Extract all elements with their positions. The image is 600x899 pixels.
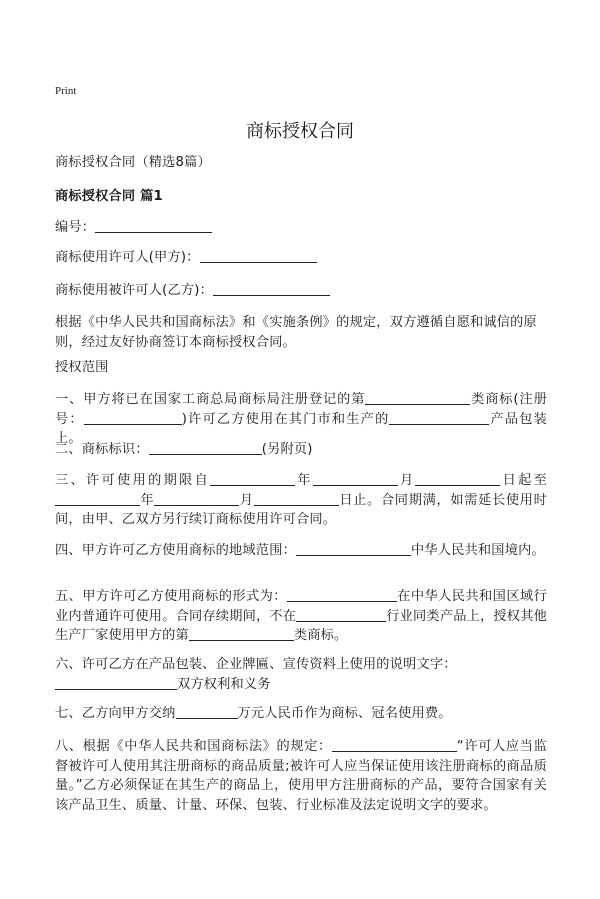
clause-3-blank-start-month bbox=[313, 471, 398, 486]
clause-3-blank-start-day bbox=[415, 471, 500, 486]
clause-8-text-a: 八、根据《中华人民共和国商标法》的规定： bbox=[55, 739, 332, 754]
clause-1-text-a: 一、甲方将已在国家工商总局商标局注册登记的第 bbox=[55, 392, 366, 407]
clause-1-text-d: 产品包装上。 bbox=[55, 411, 547, 446]
field-licensee-label: 商标使用被许可人(乙方)： bbox=[55, 283, 213, 298]
clause-2-text-a: 二、商标标识： bbox=[55, 442, 149, 457]
clause-3-blank-end-day bbox=[254, 491, 339, 506]
clause-4-text-b: 中华人民共和国境内。 bbox=[410, 543, 545, 558]
clause-6-blank-text bbox=[55, 675, 177, 690]
clause-2-blank-logo bbox=[149, 440, 262, 455]
clause-7-text-a: 七、乙方向甲方交纳 bbox=[55, 706, 176, 721]
clause-1-blank-class bbox=[365, 390, 470, 405]
field-number bbox=[55, 218, 547, 238]
clause-3-year-1: 年 bbox=[295, 473, 313, 488]
clause-1-text-c: )许可乙方使用在其门市和生产的 bbox=[181, 411, 390, 427]
clause-3-text-end: 日止。合同期满，如需延长使用时间，由甲、乙双方另行续订商标使用许可合同。 bbox=[55, 492, 548, 527]
field-licensor bbox=[55, 248, 547, 268]
clause-3 bbox=[55, 471, 547, 530]
print-label[interactable]: Print bbox=[55, 85, 77, 97]
clause-3-year-2: 年 bbox=[140, 492, 155, 508]
field-number-label: 编号： bbox=[55, 220, 96, 235]
clause-2-text-b: (另附页) bbox=[261, 442, 313, 457]
number-blank bbox=[95, 218, 212, 233]
clause-5 bbox=[55, 587, 547, 646]
clause-3-month-2: 月 bbox=[239, 492, 254, 508]
clause-2 bbox=[55, 440, 547, 460]
clause-5-blank-class bbox=[189, 626, 294, 641]
subtitle: 商标授权合同（精选8篇） bbox=[55, 155, 211, 170]
clause-6 bbox=[55, 655, 547, 694]
scope-heading: 授权范围 bbox=[55, 360, 109, 375]
clause-3-day-1: 日 bbox=[500, 473, 519, 488]
field-licensor-label: 商标使用许可人(甲方)： bbox=[55, 250, 200, 265]
clause-1-blank-product bbox=[389, 410, 489, 425]
clause-3-month-1: 月 bbox=[397, 473, 416, 488]
clause-4 bbox=[55, 541, 547, 561]
clause-3-text-start: 起至 bbox=[518, 473, 548, 488]
clause-5-blank-industry bbox=[296, 607, 386, 622]
clause-8 bbox=[55, 737, 547, 815]
section-heading: 商标授权合同 篇1 bbox=[55, 189, 163, 204]
clause-5-text-d: 类商标。 bbox=[293, 628, 348, 643]
document-title: 商标授权合同 bbox=[246, 121, 354, 142]
clause-6-text-b: 双方权利和义务 bbox=[177, 676, 271, 692]
licensee-blank bbox=[213, 281, 330, 296]
licensor-blank bbox=[200, 248, 317, 263]
clause-7-text-b: 万元人民币作为商标、冠名使用费。 bbox=[237, 706, 452, 721]
clause-8-blank bbox=[332, 737, 457, 752]
clause-3-blank-end-month bbox=[154, 491, 239, 506]
intro-paragraph: 根据《中华人民共和国商标法》和《实施条例》的规定，双方遵循自愿和诚信的原则，经过友好协商签订本商标授权合同。 bbox=[55, 315, 537, 350]
clause-5-text-b: 在中华人民共和国区域行业内普通许可使用。合同存续期间，不在 bbox=[55, 589, 547, 624]
clause-7-blank-amount bbox=[176, 704, 238, 719]
clause-7 bbox=[55, 704, 547, 724]
clause-3-blank-start-year bbox=[210, 471, 295, 486]
clause-8-text-b: “许可人应当监督被许可人使用其注册商标的商品质量;被许可人应当保证使用该注册商标的商品质量。”乙方必须保证在其生产的商品上，使用甲方注册商标的产品，要符合国家有关该产品卫生、质量、计量、环保、包装、行业标准及法定说明文字的要求。 bbox=[55, 739, 548, 813]
clause-5-text-a: 五、甲方许可乙方使用商标的形式为： bbox=[55, 589, 287, 604]
clause-1-text-b: 类商标(注册号： bbox=[55, 392, 547, 427]
field-licensee bbox=[55, 281, 547, 301]
clause-6-text-a: 六、许可乙方在产品包装、企业牌匾、宣传资料上使用的说明文字： bbox=[55, 657, 457, 672]
clause-3-text-a: 三、许可使用的期限自 bbox=[55, 473, 211, 488]
clause-4-text-a: 四、甲方许可乙方使用商标的地域范围： bbox=[55, 543, 296, 558]
clause-3-blank-end-year bbox=[55, 491, 140, 506]
clause-1-blank-regno bbox=[84, 410, 182, 425]
clause-4-blank-region bbox=[296, 541, 411, 556]
clause-5-blank-form bbox=[287, 587, 397, 602]
clause-5-text-c: 行业同类产品上，授权其他生产厂家使用甲方的第 bbox=[55, 608, 547, 643]
